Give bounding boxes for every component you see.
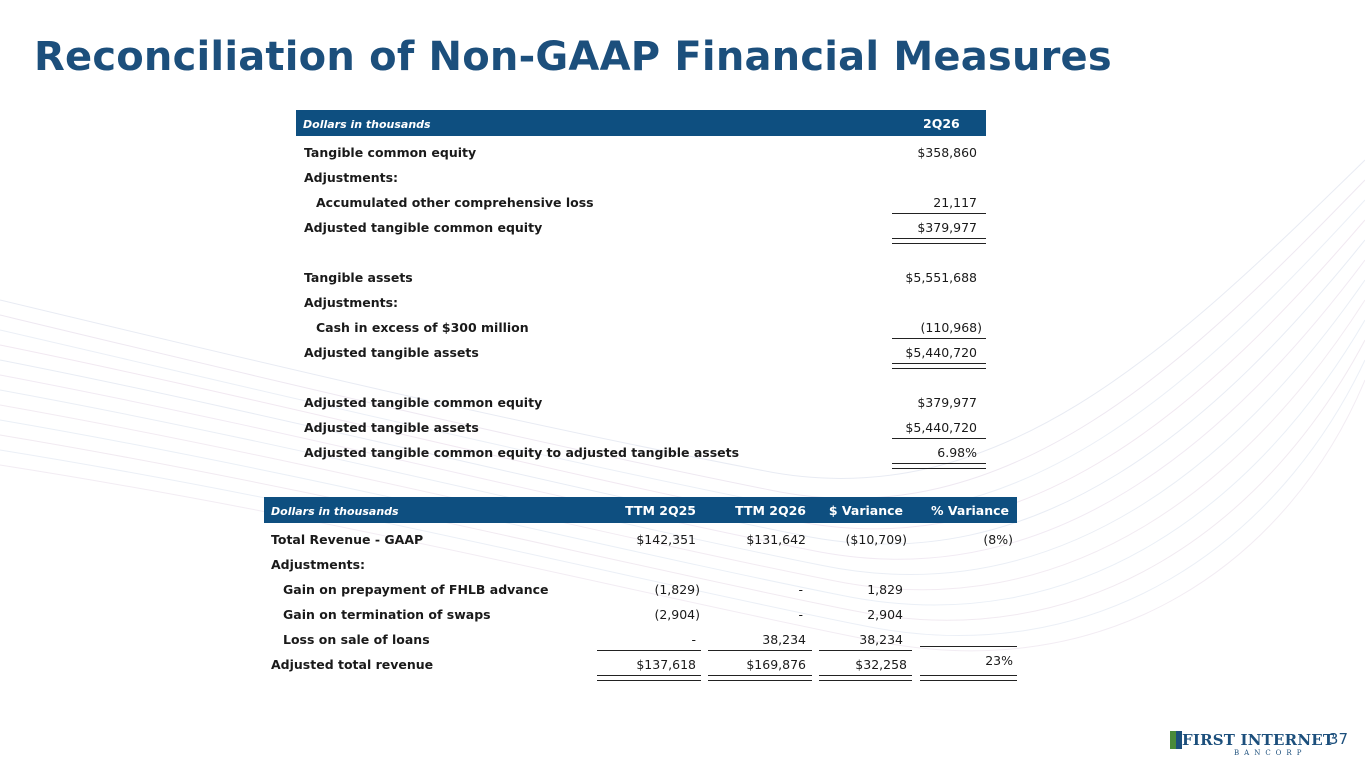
header-col-dollar-variance: $ Variance (828, 503, 903, 518)
company-logo (1168, 729, 1335, 761)
table-row: Adjusted tangible common equity $379,977 (304, 395, 977, 410)
table-row: Adjusted tangible common equity $379,977 (296, 214, 986, 239)
table-row: Total Revenue - GAAP $142,351 $131,642 ($10,709) (8%) (271, 532, 1013, 547)
header-col-2q26: 2Q26 (923, 116, 960, 131)
logo-name: FIRST INTERNET (1182, 731, 1335, 749)
header-col-ttm-2q26: TTM 2Q26 (735, 503, 806, 518)
table-row: Adjustments: (271, 557, 366, 572)
table-row: Adjusted tangible assets $5,440,720 (296, 339, 986, 364)
revenue-table (264, 497, 1017, 676)
page-title: Reconciliation of Non-GAAP Financial Measures (34, 34, 1112, 80)
logo-sub: BANCORP (1234, 749, 1307, 757)
page-number: 37 (1328, 730, 1348, 748)
table-row: Tangible assets $5,551,688 (304, 270, 977, 285)
header-label: Dollars in thousands (303, 118, 431, 131)
table-row: Gain on termination of swaps (2,904) - 2,904 (283, 607, 903, 622)
table-row: Adjustments: (304, 295, 399, 310)
table-row: Adjusted total revenue $137,618 $169,876 $32,258 23% (264, 651, 1017, 676)
header-col-ttm-2q25: TTM 2Q25 (625, 503, 696, 518)
table-row: Accumulated other comprehensive loss 21,117 (296, 189, 986, 214)
table-row: Loss on sale of loans - 38,234 38,234 (264, 626, 1017, 651)
table-header (264, 497, 1017, 523)
table-row: Adjusted tangible assets $5,440,720 (296, 414, 986, 439)
table-row: Adjustments: (304, 170, 399, 185)
table-header (296, 110, 986, 136)
tangible-equity-table (296, 110, 986, 464)
header-label: Dollars in thousands (271, 505, 399, 518)
table-row: Tangible common equity $358,860 (304, 145, 977, 160)
table-row: Gain on prepayment of FHLB advance (1,829) - 1,829 (283, 582, 903, 597)
table-row: Cash in excess of $300 million (110,968) (296, 314, 986, 339)
header-col-pct-variance: % Variance (931, 503, 1009, 518)
table-row: Adjusted tangible common equity to adjusted tangible assets 6.98% (296, 439, 986, 464)
